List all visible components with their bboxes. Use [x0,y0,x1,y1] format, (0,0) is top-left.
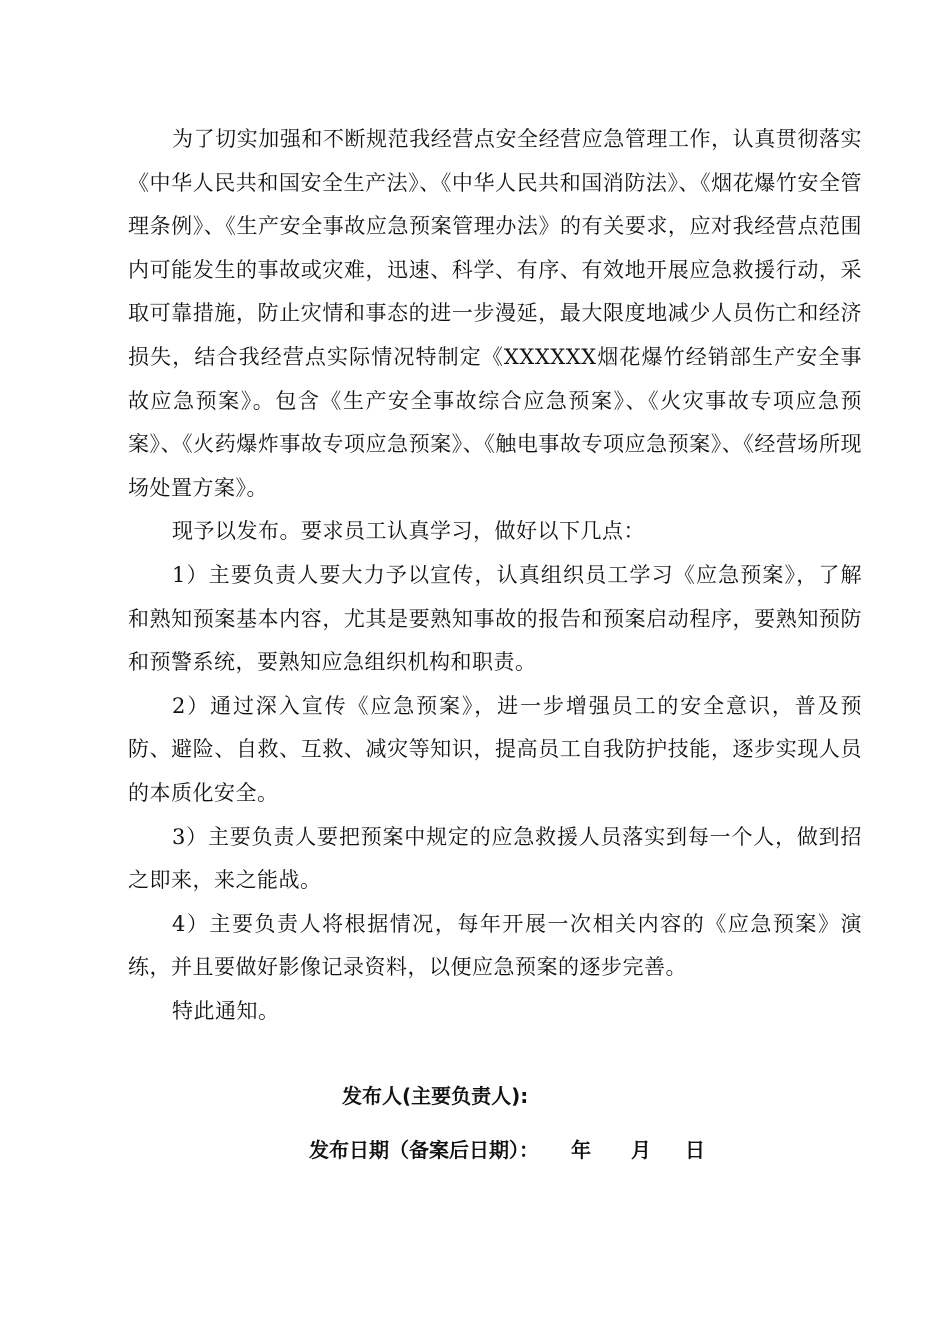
notice-body [128,118,862,1033]
requirement-item-3: 3）主要负责人要把预案中规定的应急救援人员落实到每一个人，做到招之即来，来之能战。 [128,824,862,893]
publish-date-line [309,1134,705,1163]
requirement-item-2: 2）通过深入宣传《应急预案》，进一步增强员工的安全意识，普及预防、避险、自救、互救、减灾等知识，提高员工自我防护技能，逐步实现人员的本质化安全。 [128,693,862,805]
intro-paragraph: 为了切实加强和不断规范我经营点安全经营应急管理工作，认真贯彻落实《中华人民共和国安全生产法》、《中华人民共和国消防法》、《烟花爆竹安全管理条例》、《生产安全事故应急预案管理办法》的有关要求，应对我经营点范围内可能发生的事故或灾难，迅速、科学、有序、有效地开展应急救援行动，采取可靠措施，防止灾情和事态的进一步漫延，最大限度地减少人员伤亡和经济损失，结合我经营点实际情况特制定《XXXXXX烟花爆竹经销部生产安全事故应急预案》。包含《生产安全事故综合应急预案》、《火灾事故专项应急预案》、《火药爆炸事故专项应急预案》、《触电事故专项应急预案》、《经营场所现场处置方案》。 [128,127,862,500]
publish-paragraph: 现予以发布。要求员工认真学习，做好以下几点： [172,519,645,544]
date-month: 月 [631,1138,651,1162]
date-year: 年 [571,1138,591,1162]
date-day: 日 [685,1138,705,1162]
requirement-item-4: 4）主要负责人将根据情况，每年开展一次相关内容的《应急预案》演练，并且要做好影像记录资料，以便应急预案的逐步完善。 [128,911,862,980]
date-label: 发布日期（备案后日期）： [309,1138,539,1162]
closing-paragraph: 特此通知。 [172,998,280,1023]
requirement-item-1: 1）主要负责人要大力予以宣传，认真组织员工学习《应急预案》，了解和熟知预案基本内容，尤其是要熟知事故的报告和预案启动程序，要熟知预防和预警系统，要熟知应急组织机构和职责。 [128,562,862,675]
publisher-label: 发布人(主要负责人): [342,1084,529,1108]
